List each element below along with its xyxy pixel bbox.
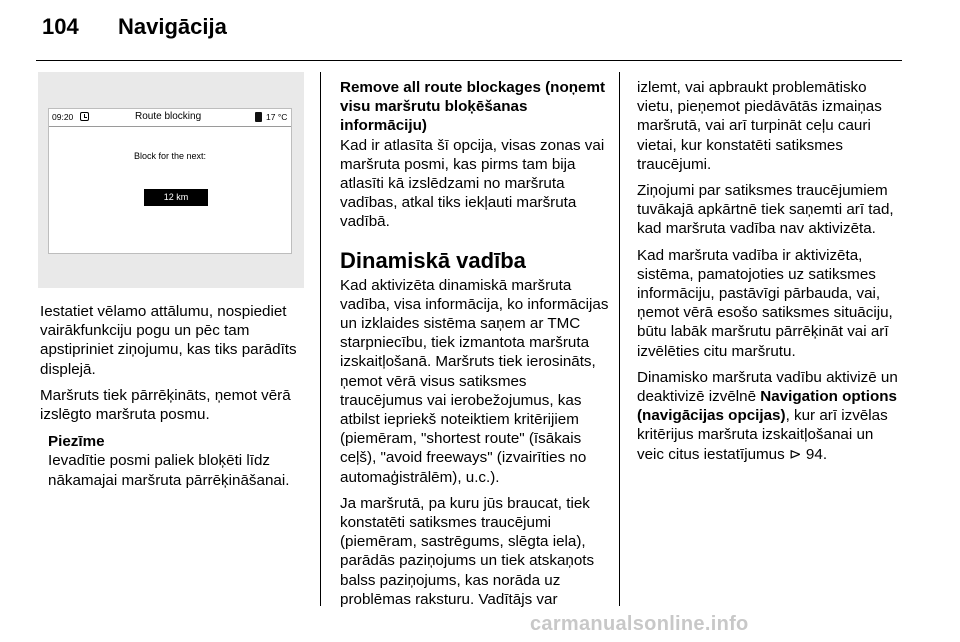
- page-title: Navigācija: [118, 14, 227, 39]
- clock-icon: [80, 112, 89, 121]
- screen-time: 09:20: [52, 112, 74, 122]
- menu-name: Navigation options (navigācijas opcijas): [637, 388, 897, 425]
- arrow-reference-icon: ⊳: [788, 445, 802, 463]
- paragraph: Kad aktivizēta dinamiskā maršruta vadība, visa informācija, ko informācijas un izklaides sistēma saņem ar TMC starpniecību, tiek izmantota maršruta izskaitļošanā. Maršruts tiek ierosināts, ņemot vērā visus satiksmes traucējumus vai ierobežojumus, kas atbilst iepriekš noteiktiem kritērijiem (piemēram, "shortest route" (īsākais ceļš), "avoid freeways" (izvairīties no automaģistrālēm), u.c.).: [340, 276, 609, 486]
- page-number: 104: [42, 14, 79, 39]
- screen-status-bar: [49, 109, 291, 126]
- screen-divider: [49, 126, 291, 127]
- paragraph: [637, 368, 903, 464]
- phone-icon: [255, 112, 262, 122]
- column-2-text: [340, 78, 610, 609]
- paragraph: Maršruts tiek pārrēķināts, ņemot vērā izslēgto maršruta posmu.: [40, 386, 291, 424]
- page-reference[interactable]: 94.: [805, 445, 828, 463]
- section-heading: Dinamiskā vadība: [340, 247, 526, 273]
- paragraph: Kad maršruta vadība ir aktivizēta, sistēma, pamatojoties uz satiksmes informāciju, pastāvīgi pārbauda, vai, ņemot vērā esošo satiksmes situāciju, būtu labāk maršrutu pārrēķināt vai arī izvēlēties citu maršrutu.: [637, 246, 893, 360]
- option-heading: Remove all route blockages (noņemt visu maršrutu bloķēšanas informāciju): [340, 79, 606, 135]
- column-divider-2: [619, 72, 620, 606]
- screen-prompt: Block for the next:: [133, 151, 207, 161]
- route-blocking-screen: [48, 108, 292, 254]
- header-rule: [36, 60, 902, 61]
- paragraph: Ziņojumi par satiksmes traucējumiem tuvākajā apkārtnē tiek saņemti arī tad, kad maršruta vadība nav aktivizēta.: [637, 182, 894, 238]
- watermark: carmanualsonline.info: [530, 613, 749, 635]
- screen-temperature: 17 °C: [266, 112, 288, 122]
- note-box: [40, 432, 312, 490]
- note-text: Ievadītie posmi paliek bloķēti līdz nākamajai maršruta pārrēķināšanai.: [48, 452, 290, 489]
- screen-title: Route blocking: [135, 111, 202, 122]
- paragraph: Kad ir atlasīta šī opcija, visas zonas vai maršruta posmi, kas pirms tam bija atlasīti kā izslēdzami no maršruta vadības, atkal tiks iekļauti maršruta vadībā.: [340, 136, 605, 231]
- paragraph: Iestatiet vēlamo attālumu, nospiediet vairākfunkciju pogu un pēc tam apstipriniet ziņojumu, kas tiks parādīts displejā.: [40, 303, 297, 378]
- text-span: , kur arī izvēlas kritērijus maršruta izskaitļošanai un veic citus iestatījumus: [637, 407, 888, 463]
- column-1-text: [40, 302, 312, 490]
- column-divider-1: [320, 72, 321, 606]
- display-screenshot: [38, 72, 304, 288]
- paragraph: izlemt, vai apbraukt problemātisko vietu, pieņemot piedāvātās izmaiņas maršrutā, vai arī turpināt ceļu cauri vietai, kur konstatēti satiksmes traucējumi.: [637, 79, 882, 173]
- paragraph: Ja maršrutā, pa kuru jūs braucat, tiek konstatēti satiksmes traucējumi (piemēram, sastrēgums, slēgta iela), parādās paziņojums un tiek atskaņots balss paziņojums, kas norāda uz problēmas raksturu. Vadītājs var: [340, 494, 595, 608]
- text-span: Dinamisko maršruta vadību aktivizē un deaktivizē izvēlnē: [637, 368, 898, 406]
- column-3-text: [637, 78, 903, 464]
- note-title: Piezīme: [48, 433, 105, 451]
- distance-value-field[interactable]: 12 km: [144, 189, 208, 206]
